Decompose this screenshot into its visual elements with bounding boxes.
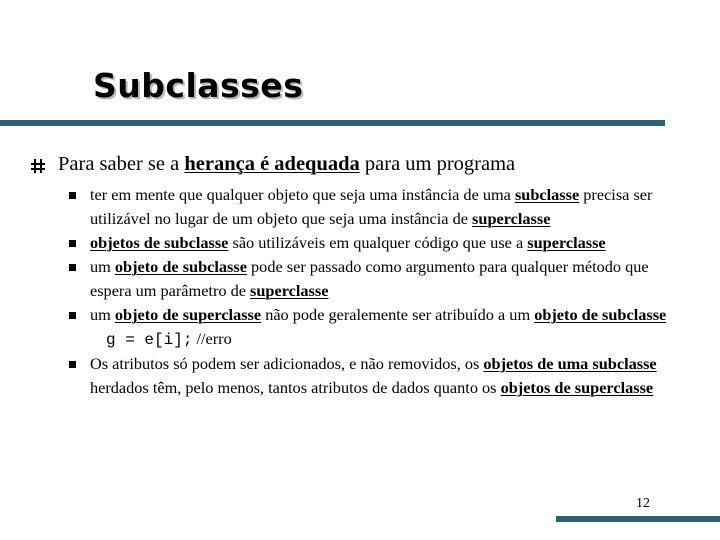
main-point-text-after: para um programa [359,153,516,175]
sub-point-text: são utilizáveis em qualquer código que use a [228,233,528,252]
sub-point-list [90,183,670,400]
sub-point-text: não pode geralemente ser atribuído a um [261,305,535,324]
code-comment: //erro [192,329,232,348]
square-bullet-icon [69,264,76,271]
sub-point-emphasis: superclasse [527,233,606,252]
square-bullet-icon [69,361,76,368]
square-bullet-icon [69,312,76,319]
sub-point-emphasis: objetos de superclasse [500,378,654,397]
sub-point-emphasis: objetos de uma subclasse [483,354,657,373]
sub-point-emphasis: objeto de superclasse [114,305,262,324]
code-snippet: g = e[i]; [106,331,193,349]
main-point [58,151,515,177]
sub-point-text: Os atributos só podem ser adicionados, e não removidos, os [90,354,484,373]
main-point-emphasis: herança é adequada [184,153,360,175]
sub-point-emphasis: objeto de subclasse [534,305,667,324]
square-bullet-icon [69,192,76,199]
sub-point-text: precisa ser utilizável no lugar de um objeto que seja uma instância de [90,185,653,228]
sub-point-emphasis: objeto de subclasse [114,257,247,276]
footer-divider [556,516,720,522]
title-divider [0,120,665,126]
slide-title: Subclasses [93,66,304,105]
sub-point-text: pode ser passado como argumento para qualquer método que espera um parâmetro de [90,257,649,300]
sub-point-emphasis: superclasse [472,209,551,228]
sub-point-text: ter em mente que qualquer objeto que seja uma instância de uma [90,185,515,204]
page-number: 12 [636,496,650,511]
sub-point-5 [90,352,670,400]
hash-bullet-icon [31,159,45,173]
main-point-text-before: Para saber se a [58,153,185,175]
code-example [90,327,670,352]
sub-point-1 [90,183,670,231]
sub-point-emphasis: subclasse [514,185,580,204]
sub-point-text: um [90,305,115,324]
sub-point-4 [90,303,670,352]
sub-point-2 [90,231,670,255]
square-bullet-icon [69,240,76,247]
sub-point-text: herdados têm, pelo menos, tantos atributos de dados quanto os [90,378,501,397]
sub-point-text: um [90,257,115,276]
sub-point-emphasis: superclasse [250,281,329,300]
sub-point-emphasis: objetos de subclasse [90,233,229,252]
sub-point-3 [90,255,670,303]
